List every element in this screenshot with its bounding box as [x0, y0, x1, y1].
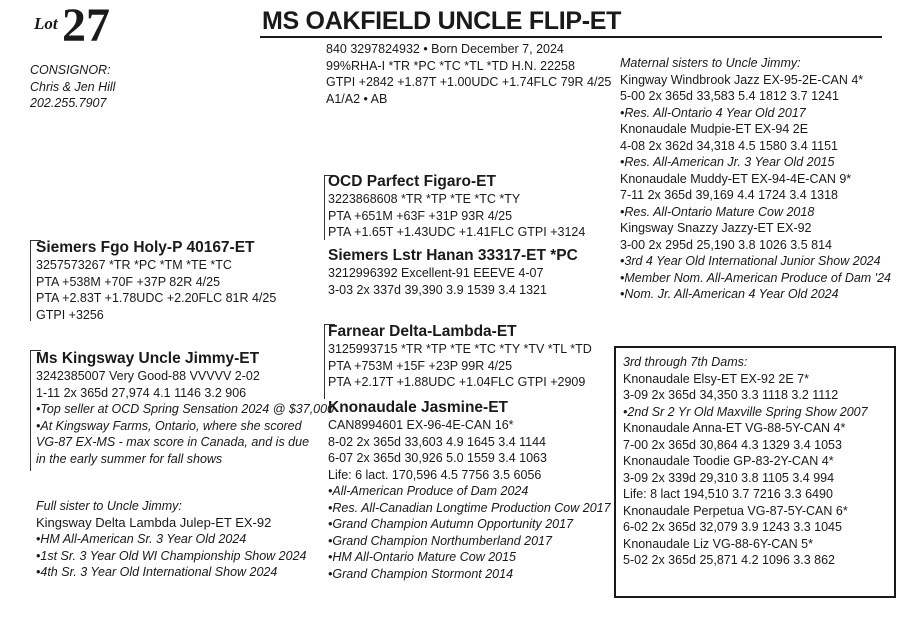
animal-info-line: 840 3297824932 • Born December 7, 2024 [326, 42, 564, 56]
lot-number: 27 [62, 0, 110, 52]
ancestor-dam-line: Life: 8 lact 194,510 3.7 7216 3.3 6490 [623, 487, 833, 501]
maternal-sister-name: Knonaudale Muddy-ET EX-94-4E-CAN 9* [620, 171, 852, 186]
dam-dam-line: 8-02 2x 365d 33,603 4.9 1645 3.4 1144 [328, 434, 547, 449]
dam-block [36, 349, 334, 467]
sire-dam-name: Siemers Lstr Hanan 33317-ET *PC [328, 247, 578, 264]
maternal-sister-note: •3rd 4 Year Old International Junior Show 2024 [620, 254, 881, 268]
animal-info-line: GTPI +2842 +1.87T +1.00UDC +1.74FLC 79R 4/25 [326, 75, 612, 89]
dam-dam-note: •HM All-Ontario Mature Cow 2015 [328, 550, 517, 564]
sire-sire-block [328, 172, 585, 241]
ancestor-dam-line: 5-02 2x 365d 25,871 4.2 1096 3.3 862 [623, 553, 835, 567]
sire-sire-name: OCD Parfect Figaro-ET [328, 173, 496, 190]
sire-line: PTA +538M +70F +37P 82R 4/25 [36, 274, 221, 289]
maternal-sisters-heading: Maternal sisters to Uncle Jimmy: [620, 56, 801, 70]
dam-note: •Top seller at OCD Spring Sensation 2024 @ $37,000 [36, 402, 335, 416]
ancestor-dam-name: Knonaudale Elsy-ET EX-92 2E 7* [623, 371, 809, 386]
dam-note: in the early summer for fall shows [36, 451, 223, 466]
dam-line: 3242385007 Very Good-88 VVVVV 2-02 [36, 369, 260, 383]
dam-note: VG-87 EX-MS - max score in Canada, and is due [36, 435, 310, 449]
dam-sire-line: 3125993715 *TR *TP *TE *TC *TY *TV *TL *TD [328, 342, 592, 356]
dam-dam-line: 6-07 2x 365d 30,926 5.0 1559 3.4 1063 [328, 451, 547, 465]
ancestor-dam-note: •2nd Sr 2 Yr Old Maxville Spring Show 2007 [623, 404, 868, 419]
page-title: MS OAKFIELD UNCLE FLIP-ET [262, 7, 622, 35]
full-sister-name: Kingsway Delta Lambda Julep-ET EX-92 [36, 514, 272, 530]
maternal-sister-name: Kingway Windbrook Jazz EX-95-2E-CAN 4* [620, 72, 864, 87]
dam-dam-note: •All-American Produce of Dam 2024 [328, 484, 529, 498]
sire-line: 3257573267 *TR *PC *TM *TE *TC [36, 258, 232, 272]
ancestor-dam-line: 3-09 2x 339d 29,310 3.8 1105 3.4 994 [623, 470, 835, 485]
animal-info [326, 41, 611, 107]
ancestor-dam-name: Knonaudale Perpetua VG-87-5Y-CAN 6* [623, 503, 848, 518]
ancestor-dams-box [614, 346, 896, 598]
ancestor-dam-name: Knonaudale Anna-ET VG-88-5Y-CAN 4* [623, 421, 846, 435]
maternal-sister-record: 3-00 2x 295d 25,190 3.8 1026 3.5 814 [620, 237, 832, 252]
dam-sire-name: Farnear Delta-Lambda-ET [328, 323, 517, 340]
dam-dam-name: Knonaudale Jasmine-ET [328, 399, 509, 416]
sire-sire-line: PTA +1.65T +1.43UDC +1.41FLC GTPI +3124 [328, 225, 586, 239]
ancestor-dam-line: 3-09 2x 365d 34,350 3.3 1118 3.2 1112 [623, 388, 839, 402]
dam-sire-block [328, 322, 592, 391]
dam-dam-block [328, 398, 611, 582]
sire-dam-block [328, 246, 578, 298]
maternal-sister-note: •Nom. Jr. All-American 4 Year Old 2024 [620, 287, 839, 301]
maternal-sister-name: Kingsway Snazzy Jazzy-ET EX-92 [620, 221, 812, 235]
title-divider [260, 36, 882, 38]
maternal-sister-record: 7-11 2x 365d 39,169 4.4 1724 3.4 1318 [620, 188, 839, 202]
maternal-sister-name: Knonaudale Mudpie-ET EX-94 2E [620, 122, 809, 136]
full-sister-block [36, 498, 307, 581]
sire-dam-line: 3-03 2x 337d 39,390 3.9 1539 3.4 1321 [328, 282, 547, 297]
sire-sire-line: PTA +651M +63F +31P 93R 4/25 [328, 208, 513, 223]
dam-sire-line: PTA +753M +15F +23P 99R 4/25 [328, 358, 513, 373]
ancestor-dams-heading: 3rd through 7th Dams: [623, 355, 748, 369]
dam-note: •At Kingsway Farms, Ontario, where she scored [36, 418, 302, 433]
dam-dam-line: CAN8994601 EX-96-4E-CAN 16* [328, 418, 514, 432]
lot-label: Lot [34, 14, 58, 33]
dam-line: 1-11 2x 365d 27,974 4.1 1146 3.2 906 [36, 385, 247, 400]
animal-info-line: A1/A2 • AB [326, 91, 388, 106]
consignor-block [30, 62, 115, 112]
ancestor-dam-name: Knonaudale Liz VG-88-6Y-CAN 5* [623, 536, 813, 551]
maternal-sister-record: 4-08 2x 362d 34,318 4.5 1580 3.4 1151 [620, 138, 839, 153]
animal-info-line: 99%RHA-I *TR *PC *TC *TL *TD H.N. 22258 [326, 58, 575, 73]
maternal-sister-note: •Member Nom. All-American Produce of Dam '24 [620, 270, 891, 285]
ancestor-dam-line: 6-02 2x 365d 32,079 3.9 1243 3.3 1045 [623, 520, 842, 534]
full-sister-note: •HM All-American Sr. 3 Year Old 2024 [36, 532, 247, 546]
dam-name: Ms Kingsway Uncle Jimmy-ET [36, 350, 260, 367]
dam-dam-line: Life: 6 lact. 170,596 4.5 7756 3.5 6056 [328, 467, 542, 482]
maternal-sister-note: •Res. All-Ontario 4 Year Old 2017 [620, 105, 806, 120]
sire-sire-line: 3223868608 *TR *TP *TE *TC *TY [328, 192, 521, 206]
dam-dam-note: •Res. All-Canadian Longtime Production Cow 2017 [328, 500, 611, 515]
maternal-sister-note: •Res. All-American Jr. 3 Year Old 2015 [620, 155, 835, 169]
sire-line: PTA +2.83T +1.78UDC +2.20FLC 81R 4/25 [36, 291, 277, 305]
ancestor-dam-line: 7-00 2x 365d 30,864 4.3 1329 3.4 1053 [623, 437, 842, 452]
consignor-name: Chris & Jen Hill [30, 79, 116, 94]
consignor-label: CONSIGNOR: [30, 63, 111, 77]
maternal-sisters-block [620, 55, 891, 303]
sire-name: Siemers Fgo Holy-P 40167-ET [36, 239, 255, 256]
full-sister-heading: Full sister to Uncle Jimmy: [36, 499, 182, 513]
consignor-phone: 202.255.7907 [30, 96, 107, 110]
dam-dam-note: •Grand Champion Autumn Opportunity 2017 [328, 517, 574, 531]
dam-dam-note: •Grand Champion Northumberland 2017 [328, 533, 552, 548]
maternal-sister-note: •Res. All-Ontario Mature Cow 2018 [620, 204, 815, 219]
dam-dam-note: •Grand Champion Stormont 2014 [328, 566, 514, 581]
sire-dam-line: 3212996392 Excellent-91 EEEVE 4-07 [328, 266, 544, 280]
sire-block [36, 238, 276, 323]
maternal-sister-record: 5-00 2x 365d 33,583 5.4 1812 3.7 1241 [620, 89, 839, 103]
full-sister-note: •1st Sr. 3 Year Old WI Championship Show 2024 [36, 548, 307, 563]
full-sister-note: •4th Sr. 3 Year Old International Show 2024 [36, 565, 278, 579]
sire-line: GTPI +3256 [36, 307, 104, 322]
ancestor-dam-name: Knonaudale Toodie GP-83-2Y-CAN 4* [623, 454, 834, 468]
dam-sire-line: PTA +2.17T +1.88UDC +1.04FLC GTPI +2909 [328, 375, 586, 389]
